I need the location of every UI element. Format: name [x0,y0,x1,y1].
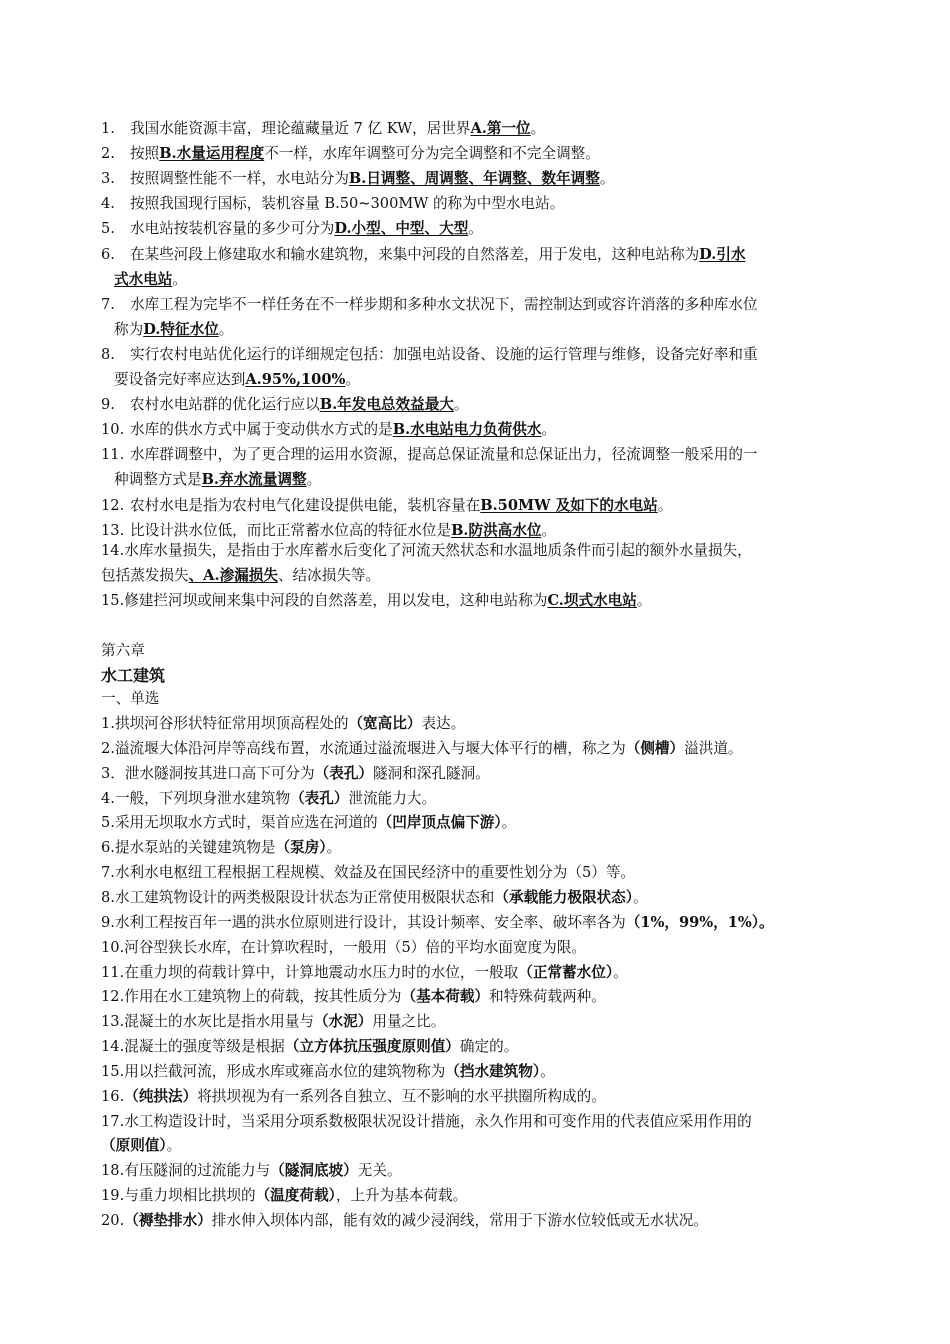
item-text [130,116,545,141]
item-number: 14. [101,542,125,559]
text-run: 表达。 [421,715,466,732]
item-text [130,392,469,417]
answer-text: B.防洪高水位 [451,521,542,539]
text-run: 要设备完好率应达到 [114,371,246,388]
item-text [114,367,360,392]
text-run: 泄水隧洞按其进口高下可分为 [124,764,315,782]
text-run: 水工构造设计时，当采用分项系数极限状况设计措施，永久作用和可变作用的代表值应采用作用的 [124,1112,752,1130]
answer-text: （泵房） [275,839,327,857]
item-text [101,1084,606,1109]
item-text [101,761,490,786]
answer-text: （表孔） [314,764,374,782]
item-number: 10. [101,938,125,956]
item-text [101,1059,555,1084]
item-text [101,984,606,1009]
text-run: 排水伸入坝体内部，能有效的减少浸润线，常用于下游水位较低或无水状况。 [211,1212,708,1229]
text-run: 无关。 [357,1162,402,1180]
text-run: 按照调整性能不一样，水电站分为 [130,170,349,188]
item-text [130,493,672,518]
item-text [101,885,648,910]
text-run: 。 [613,963,628,981]
item-text [101,786,436,811]
item-number: 15. [101,591,125,609]
list-item [0,538,950,563]
list-item [0,1183,950,1208]
list-item [0,1059,950,1084]
text-run: 不一样，水库年调整可分为完全调整和不完全调整。 [264,145,600,163]
text-run: 用以拦截河流，形成水库或雍高水位的建筑物称为 [124,1062,446,1080]
list-item [0,1034,950,1059]
list-item [0,910,950,935]
text-run: 按照 [130,145,160,163]
list-item [0,116,950,141]
text-run: 拱坝河谷形状特征常用坝顶高程处的 [114,715,349,732]
list-item-continuation [0,267,950,292]
text-run: 。 [541,421,557,439]
list-item [0,242,950,267]
text-run: 混凝土的水灰比是指水用量与 [124,1013,314,1031]
answer-text: A.第一位 [470,120,531,137]
answer-text: C.坝式水电站 [547,591,637,609]
text-run: 。 [326,839,342,857]
text-run: 。 [345,371,360,388]
list-item [0,588,950,613]
list-item [0,141,950,166]
answer-text: B.年发电总效益最大 [319,396,454,414]
text-run: 。 [468,220,483,238]
item-number: 2. [101,145,115,163]
list-item-continuation [0,1133,950,1158]
chapter-label: 第六章 [101,642,145,659]
list-item [0,1208,950,1233]
list-item [0,191,950,216]
answer-text: D.引水 [699,245,746,263]
list-item [0,736,950,761]
item-number: 2. [101,739,115,757]
item-number: 20. [101,1212,125,1229]
text-run: 泄流能力大。 [348,789,437,807]
text-run: 。 [599,170,615,188]
item-text [130,442,758,467]
text-run: 。 [636,591,652,609]
text-run: 隧洞和深孔隧洞。 [373,764,490,782]
answer-text: （基本荷载） [401,988,490,1006]
text-run: ，上升为基本荷载。 [335,1187,468,1205]
text-run: 水电站按装机容量的多少可分为 [130,220,335,238]
text-run: 按照我国现行国标，装机容量 B.50~300MW 的称为中型水电站。 [130,195,565,213]
item-number: 7. [101,295,115,313]
list-item-continuation [0,317,950,342]
list-item [0,442,950,467]
text-run: 农村水电站群的优化运行应以 [130,396,320,414]
text-run: 。 [166,1137,182,1155]
answer-text: 、A.渗漏损失 [188,566,278,584]
answer-text: B.弃水流量调整 [201,471,307,489]
answer-text: （纯拱法） [124,1087,198,1105]
list-item-continuation [0,367,950,392]
answer-text: （侧槽） [625,739,685,757]
chapter-heading: 水工建筑 [101,666,166,685]
item-text [130,191,564,216]
item-text [101,835,341,860]
item-text [114,467,321,492]
text-run: 溢洪道。 [684,739,743,757]
item-number: 8. [101,889,115,906]
text-run: 水利工程按百年一遇的洪水位原则进行设计，其设计频率、安全率、破坏率各为 [114,913,626,931]
item-number: 1. [101,120,115,137]
item-text [101,563,380,588]
item-number: 14. [101,1038,125,1056]
answer-text: （温度荷载） [255,1187,336,1205]
item-text [130,166,614,191]
item-text [114,267,187,292]
text-run: 与重力坝相比拱坝的 [124,1187,256,1205]
answer-text: B.水电站电力负荷供水 [392,421,542,439]
item-number: 13. [101,1013,125,1031]
text-run: 。 [633,889,648,906]
item-number: 18. [101,1162,125,1180]
text-run: 水利水电枢纽工程根据工程规模、效益及在国民经济中的重要性划分为（5）等。 [114,864,636,882]
item-text [101,960,628,985]
list-item [0,1109,950,1134]
item-text [130,141,600,166]
text-run: 我国水能资源丰富，理论蕴藏量近 7 亿 KW，居世界 [130,120,471,137]
text-run: 实行农村电站优化运行的详细规定包括：加强电站设备、设施的运行管理与维修，设备完好率和重 [130,345,758,363]
item-text [114,317,233,342]
answer-text: 式水电站 [114,270,173,288]
item-number: 11. [101,446,125,464]
list-item [0,1009,950,1034]
subheading: 一、单选 [101,690,160,707]
list-item [0,935,950,960]
item-text [101,1183,467,1208]
answer-text: （正常蓄水位） [518,963,614,981]
item-text [130,242,746,267]
list-item [0,860,950,885]
text-run: 确定的。 [459,1038,519,1056]
text-run: 用量之比。 [372,1013,446,1031]
text-run: 包括蒸发损失 [101,566,189,584]
text-run: 河谷型狭长水库，在计算吹程时，一般用（5）倍的平均水面宽度为限。 [124,938,586,956]
answer-text: （隧洞底坡） [270,1162,358,1180]
text-run: 称为 [114,320,144,338]
text-run: 水库群调整中，为了更合理的运用水资源，提高总保证流量和总保证出力，径流调整一般采用的一 [130,446,758,464]
item-number: 16. [101,1087,125,1105]
list-item [0,292,950,317]
text-run: 。 [172,270,187,288]
answer-text: （承载能力极限状态） [494,889,634,906]
answer-text: （褥垫排水） [124,1212,212,1229]
item-number: 17. [101,1112,125,1130]
answer-text: （挡水建筑物） [445,1062,541,1080]
item-text [101,711,465,736]
text-run: 将拱坝视为有一系列各自独立、互不影响的水平拱圈所构成的。 [197,1087,606,1105]
text-run: 。 [501,814,517,832]
text-run: 水库工程为完毕不一样任务在不一样步期和多种水文状况下，需控制达到或容许消落的多种库水位 [130,295,758,313]
text-run: 采用无坝取水方式时，渠首应选在河道的 [114,814,378,832]
text-run: 。 [453,396,469,414]
text-run: 。 [657,496,673,514]
item-number: 8. [101,345,115,363]
list-item [0,761,950,786]
item-text [101,1133,181,1158]
item-number: 6. [101,245,115,263]
text-run: 。 [540,1062,555,1080]
list-item [0,810,950,835]
text-run: 。 [218,320,234,338]
list-item [0,166,950,191]
item-number: 9. [101,913,115,931]
item-number: 13. [101,521,125,539]
text-run: 。 [530,120,546,137]
list-item [0,417,950,442]
text-run: 和特殊荷载两种。 [489,988,606,1006]
list-item [0,1084,950,1109]
answer-text: （宽高比） [348,715,422,732]
answer-text: B.日调整、周调整、年调整、数年调整 [348,170,600,188]
item-number: 6. [101,839,115,857]
text-run: 溢流堰大体沿河岸等高线布置，水流通过溢流堰进入与堰大体平行的槽，称之为 [114,739,626,757]
item-number: 1. [101,715,115,732]
item-text [101,1208,708,1233]
item-number: 15. [101,1062,125,1080]
answer-text: （凹岸顶点偏下游） [377,814,502,832]
item-number: 7. [101,864,115,882]
text-run: 水库的供水方式中属于变动供水方式的是 [130,421,393,439]
item-text [130,292,758,317]
list-item [0,835,950,860]
text-run: 在重力坝的荷载计算中，计算地震动水压力时的水位，一般取 [124,963,519,981]
item-number: 3. [101,170,115,188]
item-text [101,1009,445,1034]
item-text [130,342,758,367]
item-number: 4. [101,789,115,807]
answer-text: B.水量运用程度 [159,145,265,163]
list-item [0,786,950,811]
text-run: 水库水量损失，是指由于水库蓄水后变化了河流天然状态和水温地质条件而引起的额外水量损失， [124,542,752,559]
item-text [101,910,774,935]
text-run: 、结冰损失等。 [277,566,381,584]
text-run: 修建拦河坝或闸来集中河段的自然落差，用以发电，这种电站称为 [124,591,548,609]
item-number: 5. [101,220,115,238]
item-text [101,588,651,613]
text-run: 一般，下列坝身泄水建筑物 [114,789,291,807]
text-run: 。 [306,471,322,489]
list-item [0,342,950,367]
text-run: 农村水电是指为农村电气化建设提供电能，装机容量在 [130,496,481,514]
answer-text: D.特征水位 [143,320,219,338]
item-number: 4. [101,195,115,213]
text-run: 作用在水工建筑物上的荷载，按其性质分为 [124,988,402,1006]
item-text [130,417,556,442]
item-number: 9. [101,396,115,414]
item-text [101,538,752,563]
text-run: 比设计洪水位低，而比正常蓄水位高的特征水位是 [130,521,452,539]
list-item [0,960,950,985]
list-item [0,984,950,1009]
text-run: 混凝土的强度等级是根据 [124,1038,285,1056]
item-text [101,1158,402,1183]
answer-text: B.50MW 及如下的水电站 [480,496,658,514]
list-item [0,1158,950,1183]
answer-text: （表孔） [290,789,349,807]
item-text [101,810,516,835]
item-text [101,1109,752,1134]
answer-text: （立方体抗压强度原则值） [284,1038,460,1056]
list-item-continuation [0,563,950,588]
item-text [101,736,743,761]
answer-text: （1%，99%，1%）。 [625,913,774,931]
item-text [101,935,586,960]
item-text [130,216,483,241]
item-number: 11. [101,963,125,981]
answer-text: A.95%,100% [245,371,346,388]
list-item [0,711,950,736]
item-text [101,1034,518,1059]
item-number: 19. [101,1187,125,1205]
answer-text: D.小型、中型、大型 [334,220,469,238]
text-run: 水工建筑物设计的两类极限设计状态为正常使用极限状态和 [114,889,495,906]
text-run: 有压隧洞的过流能力与 [124,1162,271,1180]
text-run: 。 [541,521,557,539]
text-run: 提水泵站的关键建筑物是 [114,839,276,857]
text-run: 在某些河段上修建取水和输水建筑物，来集中河段的自然落差，用于发电，这种电站称为 [130,245,700,263]
item-number: 3． [101,764,125,782]
answer-text: （原则值） [101,1137,167,1155]
item-text [101,860,635,885]
item-number: 5. [101,814,115,832]
item-number: 12. [101,496,125,514]
item-number: 12. [101,988,125,1006]
item-number: 10. [101,421,125,439]
list-item [0,885,950,910]
list-item-continuation [0,467,950,492]
list-item [0,493,950,518]
answer-text: （水泥） [313,1013,373,1031]
list-item [0,216,950,241]
list-item [0,392,950,417]
text-run: 种调整方式是 [114,471,202,489]
